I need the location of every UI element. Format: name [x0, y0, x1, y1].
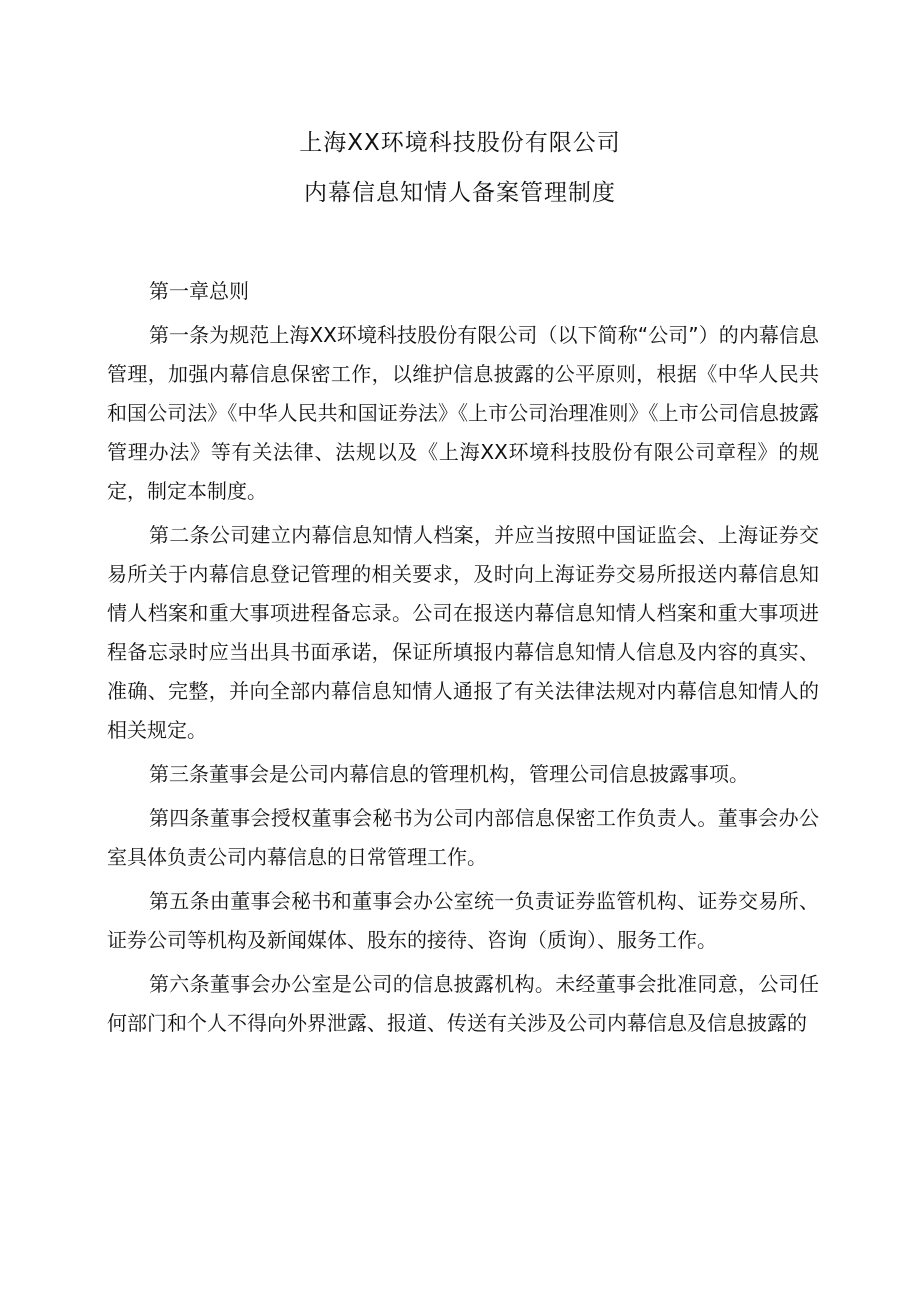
article-3: 第三条董事会是公司内幕信息的管理机构，管理公司信息披露事项。: [149, 762, 749, 786]
article-4: 第四条董事会授权董事会秘书为公司内部信息保密工作负责人。董事会办公室具体负责公司内幕信息的日常管理工作。: [107, 806, 819, 869]
document-body: [107, 272, 819, 1048]
article-5: 第五条由董事会秘书和董事会办公室统一负责证券监管机构、证券交易所、证券公司等机构及新闻媒体、股东的接待、咨询（质询）、服务工作。: [107, 889, 819, 952]
document-title-company: 上海XX环境科技股份有限公司: [299, 130, 621, 156]
chapter-heading: 第一章总则: [149, 279, 249, 303]
article-2: 第二条公司建立内幕信息知情人档案，并应当按照中国证监会、上海证券交易所关于内幕信息登记管理的相关要求，及时向上海证券交易所报送内幕信息知情人档案和重大事项进程备忘录。公司在报送内幕信息知情人档案和重大事项进程备忘录时应当出具书面承诺，保证所填报内幕信息知情人信息及内容的真实、准确、完整，并向全部内幕信息知情人通报了有关法律法规对内幕信息知情人的相关规定。: [107, 523, 819, 742]
document-title-policy: 内幕信息知情人备案管理制度: [304, 180, 616, 206]
article-6: 第六条董事会办公室是公司的信息披露机构。未经董事会批准同意，公司任何部门和个人不得向外界泄露、报道、传送有关涉及公司内幕信息及信息披露的: [107, 972, 819, 1035]
article-1: 第一条为规范上海XX环境科技股份有限公司（以下简称“公司”）的内幕信息管理，加强内幕信息保密工作，以维护信息披露的公平原则，根据《中华人民共和国公司法》《中华人民共和国证券法》《上市公司治理准则》《上市公司信息披露管理办法》等有关法律、法规以及《上海XX环境科技股份有限公司章程》的规定，制定本制度。: [107, 323, 819, 503]
